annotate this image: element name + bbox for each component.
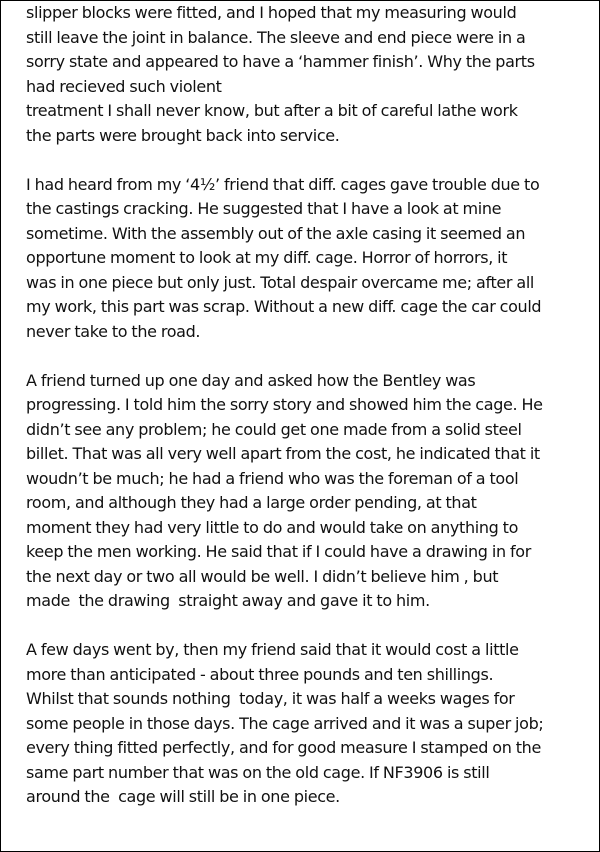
text-line: opportune moment to look at my diff. cage. Horror of horrors, it: [26, 248, 508, 267]
text-line: every thing fitted perfectly, and for good measure I stamped on the: [26, 738, 541, 757]
text-line: sorry state and appeared to have a ‘hammer finish’. Why the parts: [26, 52, 535, 71]
text-line: same part number that was on the old cage. If NF3906 is still: [26, 762, 490, 782]
text-line: room, and although they had a large order pending, at that: [26, 493, 477, 512]
text-line: woudn’t be much; he had a friend who was the foreman of a tool: [26, 468, 519, 488]
text-line: moment they had very little to do and would take on anything to: [26, 517, 519, 537]
text-line: never take to the road.: [26, 321, 201, 341]
text-line: slipper blocks were fitted, and I hoped that my measuring would: [26, 3, 517, 22]
text-line: didn’t see any problem; he could get one made from a solid steel: [26, 419, 522, 439]
text-line: Whilst that sounds nothing today, it was half a weeks wages for: [26, 689, 515, 708]
text-line: keep the men working. He said that if I could have a drawing in for: [26, 542, 531, 561]
text-line: treatment I shall never know, but after a bit of careful lathe work: [26, 101, 518, 120]
document-body: [26, 1, 586, 834]
paragraph-4: [26, 638, 586, 810]
text-line: I had heard from my ‘4½’ friend that diff. cages gave trouble due to: [26, 174, 540, 194]
text-line: A friend turned up one day and asked how the Bentley was: [26, 370, 476, 390]
text-line: progressing. I told him the sorry story and showed him the cage. He: [26, 395, 543, 414]
text-line: billet. That was all very well apart from the cost, he indicated that it: [26, 444, 540, 463]
text-line: made the drawing straight away and gave it to him.: [26, 591, 430, 610]
paragraph-3: [26, 369, 586, 614]
text-line: around the cage will still be in one piece.: [26, 787, 340, 806]
text-line: A few days went by, then my friend said that it would cost a little: [26, 640, 519, 659]
text-line: sometime. With the assembly out of the axle casing it seemed an: [26, 223, 526, 243]
text-line: the parts were brought back into service.: [26, 125, 340, 145]
paragraph-1: [26, 1, 586, 148]
text-line: the next day or two all would be well. I didn’t believe him , but: [26, 566, 499, 586]
text-line: the castings cracking. He suggested that I have a look at mine: [26, 199, 502, 218]
text-line: still leave the joint in balance. The sleeve and end piece were in a: [26, 27, 526, 47]
paragraph-2: [26, 173, 586, 345]
text-line: more than anticipated - about three pounds and ten shillings.: [26, 664, 494, 684]
text-line: had recieved such violent: [26, 76, 222, 96]
text-line: my work, this part was scrap. Without a new diff. cage the car could: [26, 297, 542, 316]
text-line: was in one piece but only just. Total despair overcame me; after all: [26, 272, 535, 292]
text-line: some people in those days. The cage arrived and it was a super job;: [26, 713, 544, 733]
